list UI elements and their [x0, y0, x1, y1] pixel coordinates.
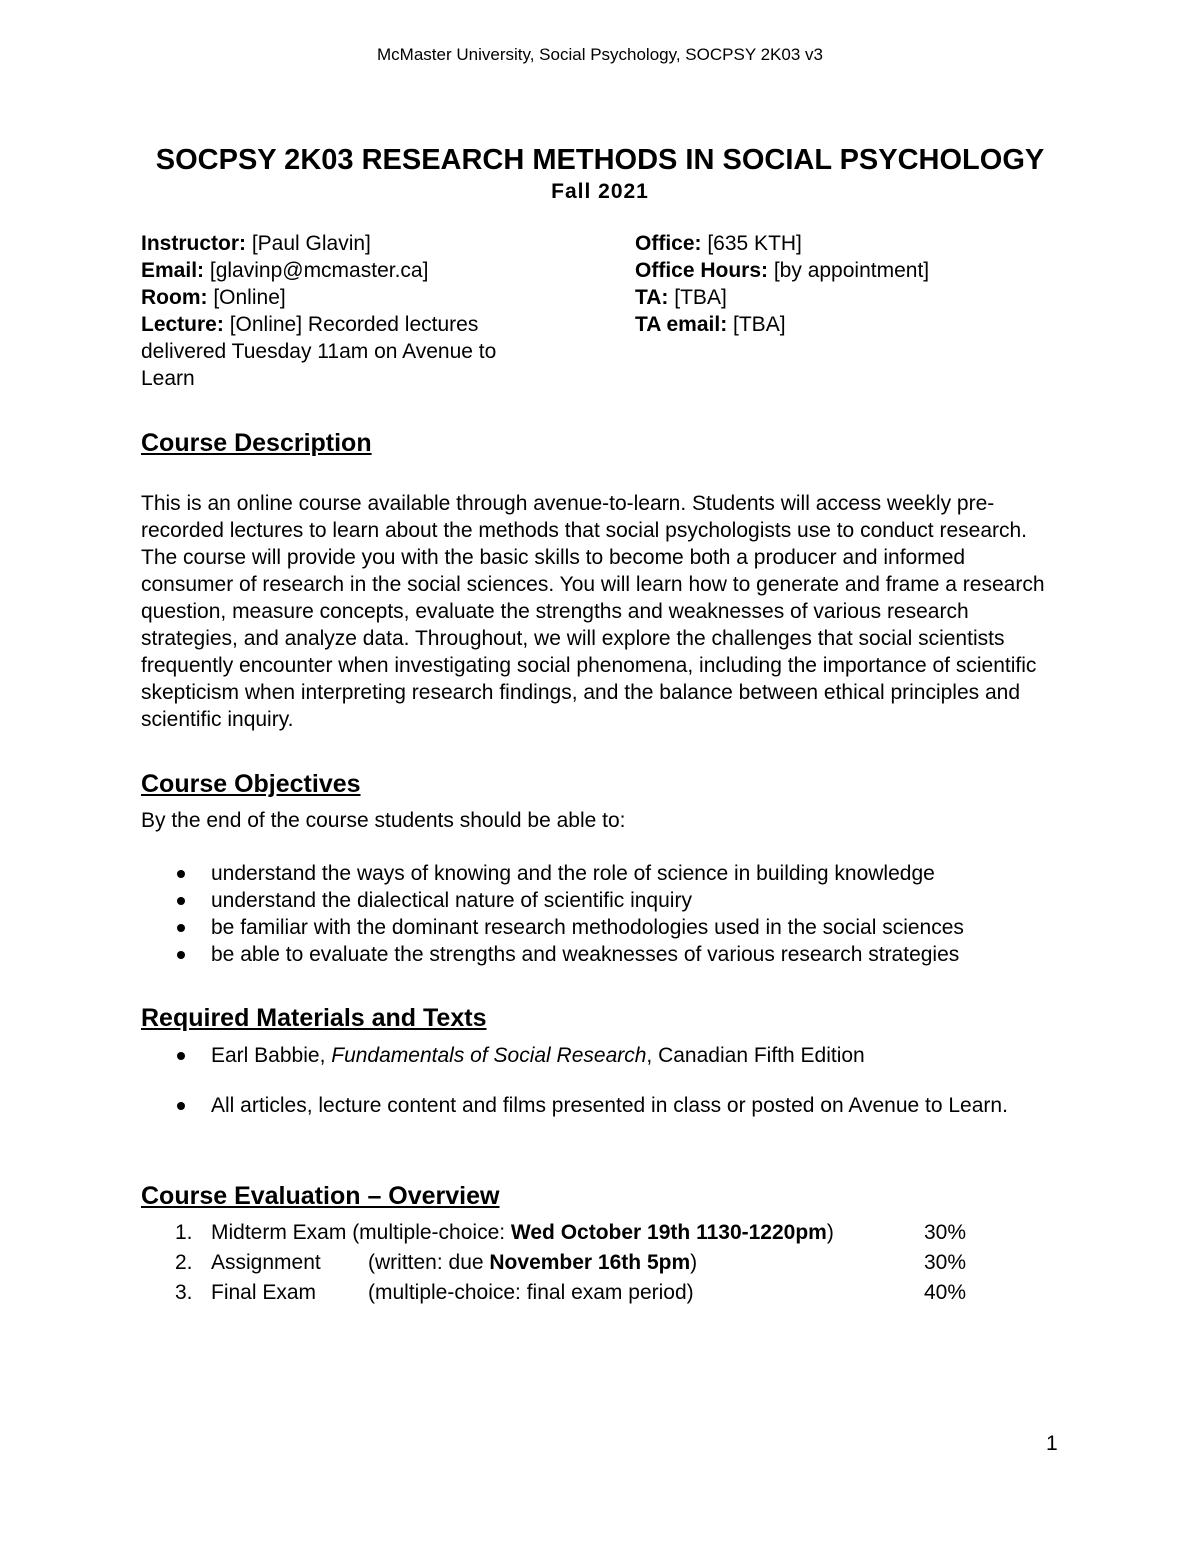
course-info-right [635, 230, 1055, 338]
evaluation-weight: 40% [923, 1281, 966, 1304]
ta-email-value: [TBA] [727, 313, 786, 336]
list-item [141, 1248, 1041, 1278]
ta-row [635, 284, 1055, 311]
office-row [635, 230, 1055, 257]
evaluation-name: Assignment [211, 1251, 321, 1274]
office-hours-label: Office Hours: [635, 259, 769, 282]
evaluation-weight: 30% [923, 1251, 966, 1274]
bullet-icon [177, 951, 185, 959]
list-item [141, 1218, 1041, 1248]
evaluation-name: Midterm Exam [211, 1221, 347, 1244]
item-number: 1. [175, 1221, 193, 1244]
objective-text: understand the dialectical nature of scientific inquiry [211, 889, 692, 912]
course-objectives-intro: By the end of the course students should be able to: [141, 809, 626, 832]
objective-text: be able to evaluate the strengths and weaknesses of various research strategies [211, 943, 960, 966]
list-item [141, 941, 1071, 968]
objectives-list [141, 860, 1071, 968]
required-materials-heading: Required Materials and Texts [141, 1004, 487, 1032]
room-label: Room: [141, 286, 208, 309]
item-number: 3. [175, 1281, 193, 1304]
evaluation-item-detail [368, 1278, 694, 1308]
bullet-icon [177, 924, 185, 932]
item-number: 2. [175, 1251, 193, 1274]
evaluation-date: November 16th 5pm [489, 1251, 691, 1274]
evaluation-detail: (multiple-choice: [346, 1221, 511, 1244]
objective-text: be familiar with the dominant research methodologies used in the social sciences [211, 916, 964, 939]
list-item [141, 860, 1071, 887]
course-term: Fall 2021 [551, 180, 649, 203]
bullet-icon [177, 1102, 185, 1110]
bullet-icon [177, 1052, 185, 1060]
lecture-value: [Online] Recorded lectures delivered Tuesday 11am on Avenue to Learn [141, 313, 497, 390]
list-item [141, 887, 1071, 914]
course-objectives-heading: Course Objectives [141, 770, 361, 798]
email-row [141, 257, 561, 284]
course-info-left [141, 230, 561, 392]
instructor-label: Instructor: [141, 232, 246, 255]
evaluation-item-detail [368, 1248, 697, 1278]
office-hours-row [635, 257, 1055, 284]
list-item [141, 914, 1071, 941]
lecture-row [141, 311, 541, 392]
room-row [141, 284, 561, 311]
ta-value: [TBA] [668, 286, 727, 309]
evaluation-weight: 30% [923, 1221, 966, 1244]
running-header: McMaster University, Social Psychology, SOCPSY 2K03 v3 [377, 45, 823, 64]
email-label: Email: [141, 259, 205, 282]
course-evaluation-heading: Course Evaluation – Overview [141, 1182, 500, 1210]
list-item [141, 1278, 1041, 1308]
evaluation-list [141, 1218, 1041, 1308]
evaluation-detail-end: ) [826, 1221, 834, 1244]
ta-email-label: TA email: [635, 313, 728, 336]
evaluation-detail: (multiple-choice: final exam period) [368, 1281, 694, 1304]
email-value: [glavinp@mcmaster.ca] [204, 259, 429, 282]
lecture-label: Lecture: [141, 313, 224, 336]
list-item [141, 1092, 1071, 1119]
evaluation-name: Final Exam [211, 1281, 317, 1304]
materials-list [141, 1042, 1071, 1119]
course-description-body: This is an online course available through avenue-to-learn. Students will access weekly pre-recorded lectures to learn about the methods that social psychologists use to conduct research. The course will provide you with the basic skills to become both a producer and informed consumer of research in the social sciences. You will learn how to generate and frame a research question, measure concepts, evaluate the strengths and weaknesses of various research strategies, and analyze data. Throughout, we will explore the challenges that social scientists frequently encounter when investigating social phenomena, including the importance of scientific skepticism when interpreting research findings, and the balance between ethical principles and scientific inquiry. [141, 492, 1045, 731]
objective-text: understand the ways of knowing and the role of science in building knowledge [211, 862, 935, 885]
bullet-icon [177, 870, 185, 878]
evaluation-date: Wed October 19th 1130-1220pm [510, 1221, 827, 1244]
course-description-heading: Course Description [141, 429, 372, 457]
bullet-icon [177, 897, 185, 905]
textbook-edition: , Canadian Fifth Edition [646, 1044, 865, 1067]
evaluation-detail: (written: due [368, 1251, 490, 1274]
office-value: [635 KTH] [701, 232, 802, 255]
office-hours-value: [by appointment] [768, 259, 930, 282]
instructor-value: [Paul Glavin] [246, 232, 371, 255]
list-item [141, 1042, 1071, 1069]
textbook-author: Earl Babbie, [211, 1044, 332, 1067]
ta-email-row [635, 311, 1055, 338]
office-label: Office: [635, 232, 702, 255]
other-materials-text: All articles, lecture content and films presented in class or posted on Avenue to Learn. [211, 1094, 1008, 1117]
room-value: [Online] [207, 286, 286, 309]
textbook-title: Fundamentals of Social Research [331, 1044, 647, 1067]
instructor-row [141, 230, 561, 257]
page-number: 1 [1046, 1432, 1058, 1455]
evaluation-item-text [211, 1218, 834, 1248]
course-title: SOCPSY 2K03 RESEARCH METHODS IN SOCIAL PSYCHOLOGY [155, 144, 1045, 176]
evaluation-detail-end: ) [690, 1251, 698, 1274]
ta-label: TA: [635, 286, 669, 309]
